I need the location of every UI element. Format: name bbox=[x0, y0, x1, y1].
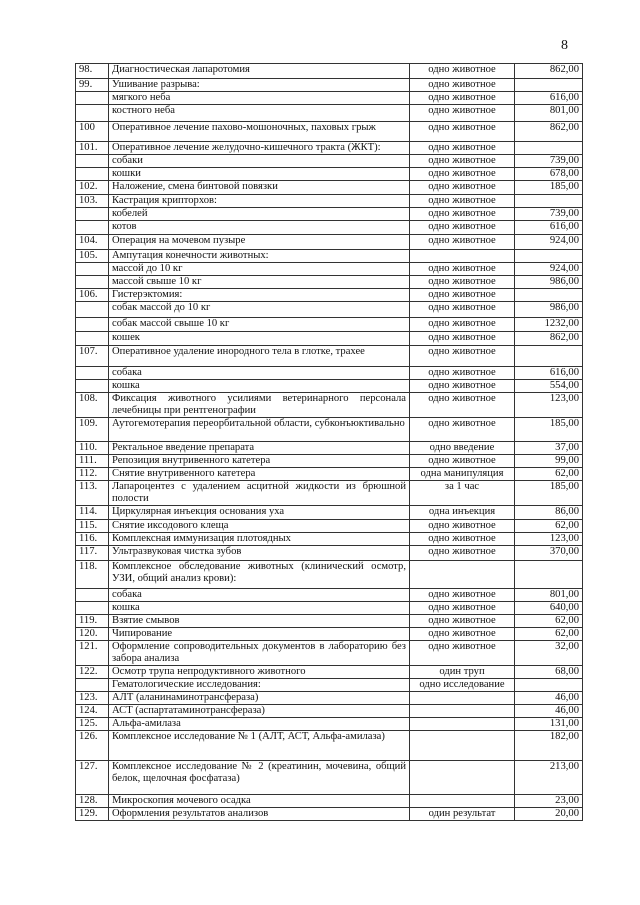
row-number: 126. bbox=[76, 731, 109, 761]
service-name: Ультразвуковая чистка зубов bbox=[109, 546, 410, 561]
unit-of-measure: одно исследование bbox=[410, 679, 515, 692]
row-number: 105. bbox=[76, 250, 109, 263]
price-value: 123,00 bbox=[515, 393, 583, 418]
service-name: Снятие иксодового клеща bbox=[109, 520, 410, 533]
row-number: 121. bbox=[76, 641, 109, 666]
service-name: Осмотр трупа непродуктивного животного bbox=[109, 666, 410, 679]
unit-of-measure: одно животное bbox=[410, 221, 515, 235]
table-row bbox=[76, 641, 583, 666]
row-number: 110. bbox=[76, 442, 109, 455]
table-row bbox=[76, 808, 583, 821]
price-value: 1232,00 bbox=[515, 318, 583, 332]
service-name: собака bbox=[109, 589, 410, 602]
price-value: 616,00 bbox=[515, 221, 583, 235]
row-number bbox=[76, 367, 109, 380]
table-row bbox=[76, 481, 583, 506]
table-row bbox=[76, 289, 583, 302]
service-name: кошек bbox=[109, 332, 410, 346]
unit-of-measure: одно животное bbox=[410, 318, 515, 332]
row-number bbox=[76, 332, 109, 346]
unit-of-measure: одно животное bbox=[410, 455, 515, 468]
price-value: 739,00 bbox=[515, 208, 583, 221]
service-name: Оформления результатов анализов bbox=[109, 808, 410, 821]
service-name: Диагностическая лапаротомия bbox=[109, 64, 410, 79]
row-number: 106. bbox=[76, 289, 109, 302]
price-value: 370,00 bbox=[515, 546, 583, 561]
row-number: 119. bbox=[76, 615, 109, 628]
unit-of-measure: одно животное bbox=[410, 168, 515, 181]
price-value: 185,00 bbox=[515, 181, 583, 195]
row-number: 127. bbox=[76, 761, 109, 795]
row-number: 102. bbox=[76, 181, 109, 195]
price-value: 62,00 bbox=[515, 520, 583, 533]
price-table-body bbox=[76, 64, 583, 821]
table-row bbox=[76, 263, 583, 276]
service-name: Циркулярная инъекция основания уха bbox=[109, 506, 410, 520]
service-name: Репозиция внутривенного катетера bbox=[109, 455, 410, 468]
table-row bbox=[76, 418, 583, 442]
row-number: 129. bbox=[76, 808, 109, 821]
unit-of-measure: одно животное bbox=[410, 615, 515, 628]
service-name: Ампутация конечности животных: bbox=[109, 250, 410, 263]
price-value: 616,00 bbox=[515, 92, 583, 105]
table-row bbox=[76, 731, 583, 761]
service-name: Оперативное лечение пахово-мошоночных, паховых грыж bbox=[109, 122, 410, 142]
service-name: Ушивание разрыва: bbox=[109, 79, 410, 92]
unit-of-measure: одно животное bbox=[410, 520, 515, 533]
unit-of-measure: одно животное bbox=[410, 418, 515, 442]
unit-of-measure: один результат bbox=[410, 808, 515, 821]
table-row bbox=[76, 705, 583, 718]
price-value: 640,00 bbox=[515, 602, 583, 615]
unit-of-measure: одна инъекция bbox=[410, 506, 515, 520]
table-row bbox=[76, 795, 583, 808]
price-value bbox=[515, 561, 583, 589]
table-row bbox=[76, 468, 583, 481]
unit-of-measure: одно животное bbox=[410, 346, 515, 367]
price-value: 99,00 bbox=[515, 455, 583, 468]
service-name: Комплексное обследование животных (клинический осмотр, УЗИ, общий анализ крови): bbox=[109, 561, 410, 589]
service-name: Операция на мочевом пузыре bbox=[109, 235, 410, 250]
price-value: 924,00 bbox=[515, 235, 583, 250]
page-number: 8 bbox=[561, 38, 568, 53]
row-number bbox=[76, 263, 109, 276]
service-name: Оперативное удаление инородного тела в глотке, трахее bbox=[109, 346, 410, 367]
row-number bbox=[76, 302, 109, 318]
service-name: массой до 10 кг bbox=[109, 263, 410, 276]
unit-of-measure bbox=[410, 250, 515, 263]
price-value: 23,00 bbox=[515, 795, 583, 808]
unit-of-measure bbox=[410, 731, 515, 761]
row-number bbox=[76, 679, 109, 692]
row-number: 114. bbox=[76, 506, 109, 520]
row-number: 100 bbox=[76, 122, 109, 142]
row-number: 103. bbox=[76, 195, 109, 208]
service-name: Взятие смывов bbox=[109, 615, 410, 628]
service-name: собак массой до 10 кг bbox=[109, 302, 410, 318]
table-row bbox=[76, 155, 583, 168]
table-row bbox=[76, 235, 583, 250]
table-row bbox=[76, 442, 583, 455]
table-row bbox=[76, 367, 583, 380]
service-name: кошка bbox=[109, 380, 410, 393]
row-number: 117. bbox=[76, 546, 109, 561]
table-row bbox=[76, 181, 583, 195]
service-name: Гистерэктомия: bbox=[109, 289, 410, 302]
table-row bbox=[76, 533, 583, 546]
unit-of-measure bbox=[410, 761, 515, 795]
service-name: Наложение, смена бинтовой повязки bbox=[109, 181, 410, 195]
row-number: 120. bbox=[76, 628, 109, 641]
service-name: Комплексное исследование № 2 (креатинин, мочевина, общий белок, щелочная фосфатаза) bbox=[109, 761, 410, 795]
price-value: 739,00 bbox=[515, 155, 583, 168]
service-name: Комплексная иммунизация плотоядных bbox=[109, 533, 410, 546]
unit-of-measure: одно животное bbox=[410, 105, 515, 122]
service-name: костного неба bbox=[109, 105, 410, 122]
table-row bbox=[76, 628, 583, 641]
table-row bbox=[76, 346, 583, 367]
service-name: Оперативное лечение желудочно-кишечного тракта (ЖКТ): bbox=[109, 142, 410, 155]
row-number: 98. bbox=[76, 64, 109, 79]
row-number: 128. bbox=[76, 795, 109, 808]
table-row bbox=[76, 142, 583, 155]
row-number: 108. bbox=[76, 393, 109, 418]
price-value: 801,00 bbox=[515, 105, 583, 122]
unit-of-measure: одно животное bbox=[410, 393, 515, 418]
table-row bbox=[76, 761, 583, 795]
price-value: 678,00 bbox=[515, 168, 583, 181]
table-row bbox=[76, 332, 583, 346]
row-number bbox=[76, 318, 109, 332]
unit-of-measure: одно животное bbox=[410, 235, 515, 250]
row-number bbox=[76, 602, 109, 615]
service-name: Гематологические исследования: bbox=[109, 679, 410, 692]
table-row bbox=[76, 250, 583, 263]
table-row bbox=[76, 602, 583, 615]
table-row bbox=[76, 122, 583, 142]
row-number: 123. bbox=[76, 692, 109, 705]
table-row bbox=[76, 546, 583, 561]
price-value: 86,00 bbox=[515, 506, 583, 520]
unit-of-measure bbox=[410, 795, 515, 808]
price-table bbox=[75, 63, 583, 821]
table-row bbox=[76, 276, 583, 289]
price-value: 46,00 bbox=[515, 705, 583, 718]
unit-of-measure: одно животное bbox=[410, 302, 515, 318]
price-value: 62,00 bbox=[515, 468, 583, 481]
price-value bbox=[515, 289, 583, 302]
service-name: Комплексное исследование № 1 (АЛТ, АСТ, Альфа-амилаза) bbox=[109, 731, 410, 761]
row-number bbox=[76, 380, 109, 393]
table-row bbox=[76, 92, 583, 105]
service-name: собак массой свыше 10 кг bbox=[109, 318, 410, 332]
table-row bbox=[76, 455, 583, 468]
row-number: 104. bbox=[76, 235, 109, 250]
service-name: АСТ (аспартатаминотрансфераза) bbox=[109, 705, 410, 718]
price-value: 182,00 bbox=[515, 731, 583, 761]
price-value bbox=[515, 195, 583, 208]
table-row bbox=[76, 380, 583, 393]
service-name: собака bbox=[109, 367, 410, 380]
table-row bbox=[76, 221, 583, 235]
unit-of-measure: одно животное bbox=[410, 208, 515, 221]
service-name: котов bbox=[109, 221, 410, 235]
unit-of-measure: одно животное bbox=[410, 64, 515, 79]
price-value: 554,00 bbox=[515, 380, 583, 393]
service-name: собаки bbox=[109, 155, 410, 168]
table-row bbox=[76, 168, 583, 181]
row-number bbox=[76, 168, 109, 181]
service-name: Альфа-амилаза bbox=[109, 718, 410, 731]
price-value: 62,00 bbox=[515, 615, 583, 628]
unit-of-measure: одно введение bbox=[410, 442, 515, 455]
service-name: кошка bbox=[109, 602, 410, 615]
unit-of-measure bbox=[410, 705, 515, 718]
row-number: 111. bbox=[76, 455, 109, 468]
price-value: 986,00 bbox=[515, 302, 583, 318]
row-number: 112. bbox=[76, 468, 109, 481]
unit-of-measure: одно животное bbox=[410, 181, 515, 195]
service-name: Снятие внутривенного катетера bbox=[109, 468, 410, 481]
row-number: 118. bbox=[76, 561, 109, 589]
unit-of-measure: одно животное bbox=[410, 155, 515, 168]
unit-of-measure: одно животное bbox=[410, 276, 515, 289]
price-value: 616,00 bbox=[515, 367, 583, 380]
unit-of-measure: одно животное bbox=[410, 533, 515, 546]
table-row bbox=[76, 79, 583, 92]
row-number bbox=[76, 155, 109, 168]
unit-of-measure: одно животное bbox=[410, 289, 515, 302]
row-number bbox=[76, 276, 109, 289]
service-name: Аутогемотерапия переорбитальной области, субконъюктивально bbox=[109, 418, 410, 442]
price-value bbox=[515, 142, 583, 155]
table-row bbox=[76, 105, 583, 122]
table-row bbox=[76, 692, 583, 705]
unit-of-measure: одно животное bbox=[410, 380, 515, 393]
price-value: 862,00 bbox=[515, 122, 583, 142]
row-number: 109. bbox=[76, 418, 109, 442]
price-value: 213,00 bbox=[515, 761, 583, 795]
row-number: 101. bbox=[76, 142, 109, 155]
service-name: Ректальное введение препарата bbox=[109, 442, 410, 455]
price-value: 32,00 bbox=[515, 641, 583, 666]
unit-of-measure: одно животное bbox=[410, 195, 515, 208]
table-row bbox=[76, 318, 583, 332]
price-value: 20,00 bbox=[515, 808, 583, 821]
row-number bbox=[76, 208, 109, 221]
service-name: Микроскопия мочевого осадка bbox=[109, 795, 410, 808]
unit-of-measure bbox=[410, 718, 515, 731]
service-name: массой свыше 10 кг bbox=[109, 276, 410, 289]
unit-of-measure bbox=[410, 692, 515, 705]
service-name: Чипирование bbox=[109, 628, 410, 641]
row-number: 115. bbox=[76, 520, 109, 533]
price-value: 131,00 bbox=[515, 718, 583, 731]
price-value: 924,00 bbox=[515, 263, 583, 276]
unit-of-measure: одно животное bbox=[410, 263, 515, 276]
table-row bbox=[76, 679, 583, 692]
unit-of-measure: одна манипуляция bbox=[410, 468, 515, 481]
table-row bbox=[76, 561, 583, 589]
service-name: Фиксация животного усилиями ветеринарного персонала лечебницы при рентгенографии bbox=[109, 393, 410, 418]
price-value bbox=[515, 346, 583, 367]
price-value: 862,00 bbox=[515, 332, 583, 346]
price-value: 62,00 bbox=[515, 628, 583, 641]
service-name: кошки bbox=[109, 168, 410, 181]
table-row bbox=[76, 666, 583, 679]
unit-of-measure: одно животное bbox=[410, 602, 515, 615]
service-name: Оформление сопроводительных документов в лабораторию без забора анализа bbox=[109, 641, 410, 666]
table-row bbox=[76, 520, 583, 533]
table-row bbox=[76, 302, 583, 318]
unit-of-measure: одно животное bbox=[410, 332, 515, 346]
table-row bbox=[76, 208, 583, 221]
unit-of-measure: одно животное bbox=[410, 546, 515, 561]
table-row bbox=[76, 615, 583, 628]
row-number: 113. bbox=[76, 481, 109, 506]
row-number bbox=[76, 589, 109, 602]
service-name: Кастрация крипторхов: bbox=[109, 195, 410, 208]
unit-of-measure: одно животное bbox=[410, 142, 515, 155]
service-name: АЛТ (аланинаминотрансфераза) bbox=[109, 692, 410, 705]
unit-of-measure: один труп bbox=[410, 666, 515, 679]
price-value: 37,00 bbox=[515, 442, 583, 455]
row-number: 125. bbox=[76, 718, 109, 731]
service-name: кобелей bbox=[109, 208, 410, 221]
row-number bbox=[76, 105, 109, 122]
table-row bbox=[76, 589, 583, 602]
unit-of-measure: одно животное bbox=[410, 641, 515, 666]
price-value: 46,00 bbox=[515, 692, 583, 705]
row-number: 107. bbox=[76, 346, 109, 367]
row-number: 99. bbox=[76, 79, 109, 92]
price-value bbox=[515, 79, 583, 92]
unit-of-measure: одно животное bbox=[410, 589, 515, 602]
row-number bbox=[76, 92, 109, 105]
unit-of-measure: одно животное bbox=[410, 79, 515, 92]
price-value: 185,00 bbox=[515, 481, 583, 506]
price-value bbox=[515, 679, 583, 692]
row-number bbox=[76, 221, 109, 235]
service-name: мягкого неба bbox=[109, 92, 410, 105]
price-value: 123,00 bbox=[515, 533, 583, 546]
price-value: 862,00 bbox=[515, 64, 583, 79]
row-number: 124. bbox=[76, 705, 109, 718]
unit-of-measure: за 1 час bbox=[410, 481, 515, 506]
table-row bbox=[76, 393, 583, 418]
unit-of-measure: одно животное bbox=[410, 628, 515, 641]
table-row bbox=[76, 718, 583, 731]
row-number: 116. bbox=[76, 533, 109, 546]
service-name: Лапароцентез с удалением асцитной жидкости из брюшной полости bbox=[109, 481, 410, 506]
unit-of-measure: одно животное bbox=[410, 92, 515, 105]
table-row bbox=[76, 64, 583, 79]
unit-of-measure: одно животное bbox=[410, 122, 515, 142]
price-value: 185,00 bbox=[515, 418, 583, 442]
price-value: 986,00 bbox=[515, 276, 583, 289]
table-row bbox=[76, 195, 583, 208]
table-row bbox=[76, 506, 583, 520]
price-value: 68,00 bbox=[515, 666, 583, 679]
unit-of-measure: одно животное bbox=[410, 367, 515, 380]
price-value bbox=[515, 250, 583, 263]
row-number: 122. bbox=[76, 666, 109, 679]
price-value: 801,00 bbox=[515, 589, 583, 602]
unit-of-measure bbox=[410, 561, 515, 589]
